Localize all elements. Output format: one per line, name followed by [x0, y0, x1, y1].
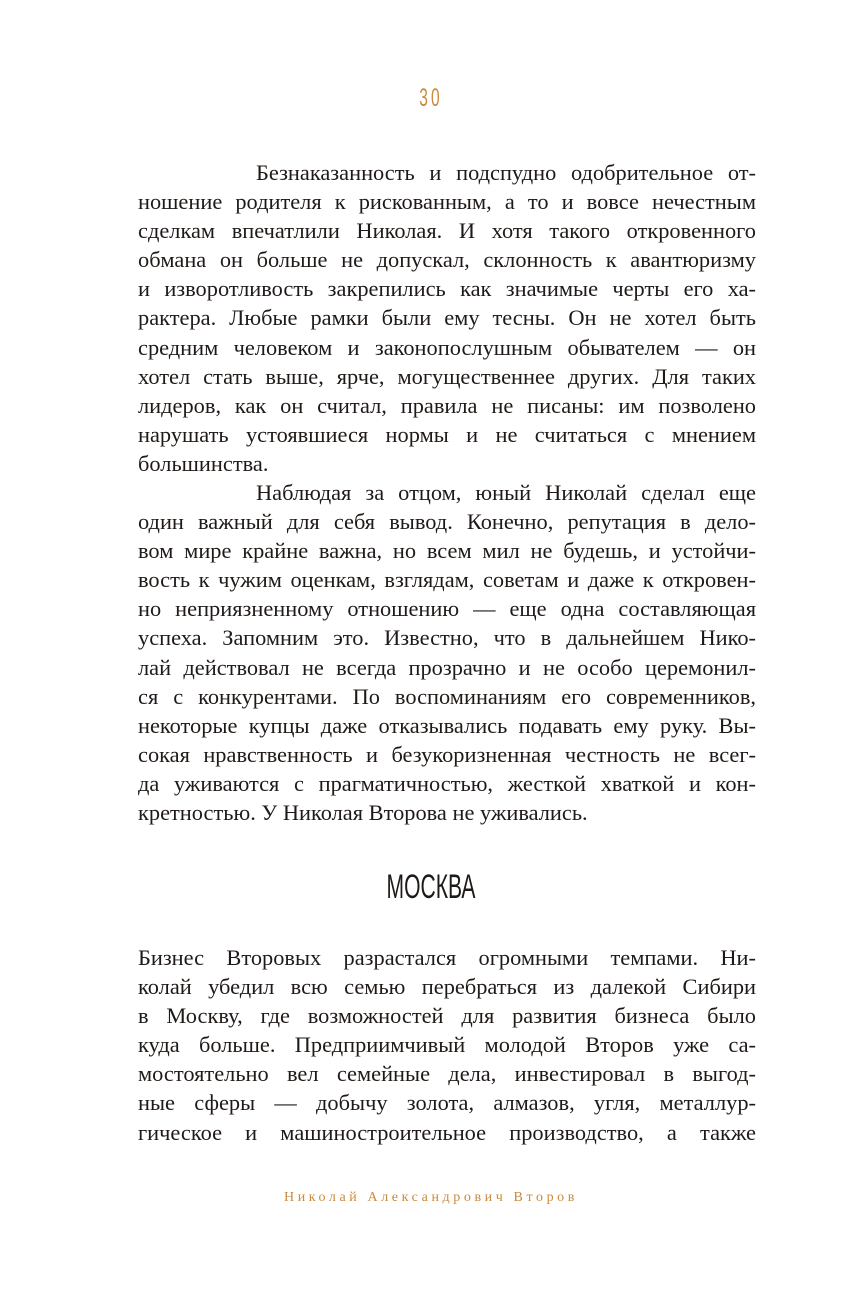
text-line: большинства. — [138, 450, 269, 476]
paragraph-1 — [138, 158, 756, 478]
text-line: сокая нравственность и безукоризненная честность не всег- — [138, 741, 756, 767]
text-line: ся с конкурентами. По воспоминаниям его современников, — [138, 683, 756, 709]
text-line: в Москву, где возможностей для развития бизнеса было — [138, 1003, 756, 1029]
text-line: хотел стать выше, ярче, могущественнее других. Для таких — [138, 363, 756, 389]
text-line: некоторые купцы даже отказывались подавать ему руку. Вы- — [138, 712, 756, 738]
text-line: средним человеком и законопослушным обывателем — он — [138, 334, 756, 360]
paragraph-3 — [138, 943, 756, 1147]
section-heading: МОСКВА — [386, 868, 476, 906]
text-line: гическое и машиностроительное производство, а также — [138, 1119, 756, 1145]
text-line: сделкам впечатлили Николая. И хотя такого откровенного — [138, 218, 756, 244]
text-line: один важный для себя вывод. Конечно, репутация в дело- — [138, 509, 756, 535]
text-line: успеха. Запомним это. Известно, что в дальнейшем Нико- — [138, 625, 756, 651]
text-line: вом мире крайне важна, но всем мил не будешь, и устойчи- — [138, 538, 756, 564]
text-line: Наблюдая за отцом, юный Николай сделал еще — [256, 480, 756, 505]
text-line: лидеров, как он считал, правила не писаны: им позволено — [138, 392, 756, 418]
text-line: мостоятельно вел семейные дела, инвестировал в выгод- — [138, 1061, 756, 1087]
text-line: обмана он больше не допускал, склонность к авантюризму — [138, 247, 756, 273]
text-line: и изворотливость закрепились как значимые черты его ха- — [138, 276, 756, 302]
text-line: вость к чужим оценкам, взглядам, советам и даже к откровен- — [138, 567, 756, 593]
text-line: колай убедил всю семью перебраться из далекой Сибири — [138, 974, 756, 1000]
text-line: кретностью. У Николая Второва не уживались. — [138, 800, 588, 826]
text-line: рактера. Любые рамки были ему тесны. Он не хотел быть — [138, 305, 756, 331]
text-line: да уживаются с прагматичностью, жесткой хваткой и кон- — [138, 770, 756, 796]
paragraph-2 — [138, 478, 756, 827]
text-line: ные сферы — добычу золота, алмазов, угля, металлур- — [138, 1090, 756, 1116]
text-line: куда больше. Предприимчивый молодой Второв уже са- — [138, 1032, 756, 1058]
running-footer: Николай Александрович Второв — [283, 1190, 578, 1205]
page-number: 30 — [419, 84, 443, 112]
text-line: лай действовал не всегда прозрачно и не особо церемонил- — [138, 654, 756, 680]
text-line: нарушать устоявшиеся нормы и не считаться с мнением — [138, 421, 756, 447]
text-line: Бизнес Второвых разрастался огромными темпами. Ни- — [138, 945, 756, 970]
text-line: но неприязненному отношению — еще одна составляющая — [138, 596, 756, 622]
text-line: Безнаказанность и подспудно одобрительное от- — [256, 160, 756, 185]
text-line: ношение родителя к рискованным, а то и вовсе нечестным — [138, 189, 756, 215]
